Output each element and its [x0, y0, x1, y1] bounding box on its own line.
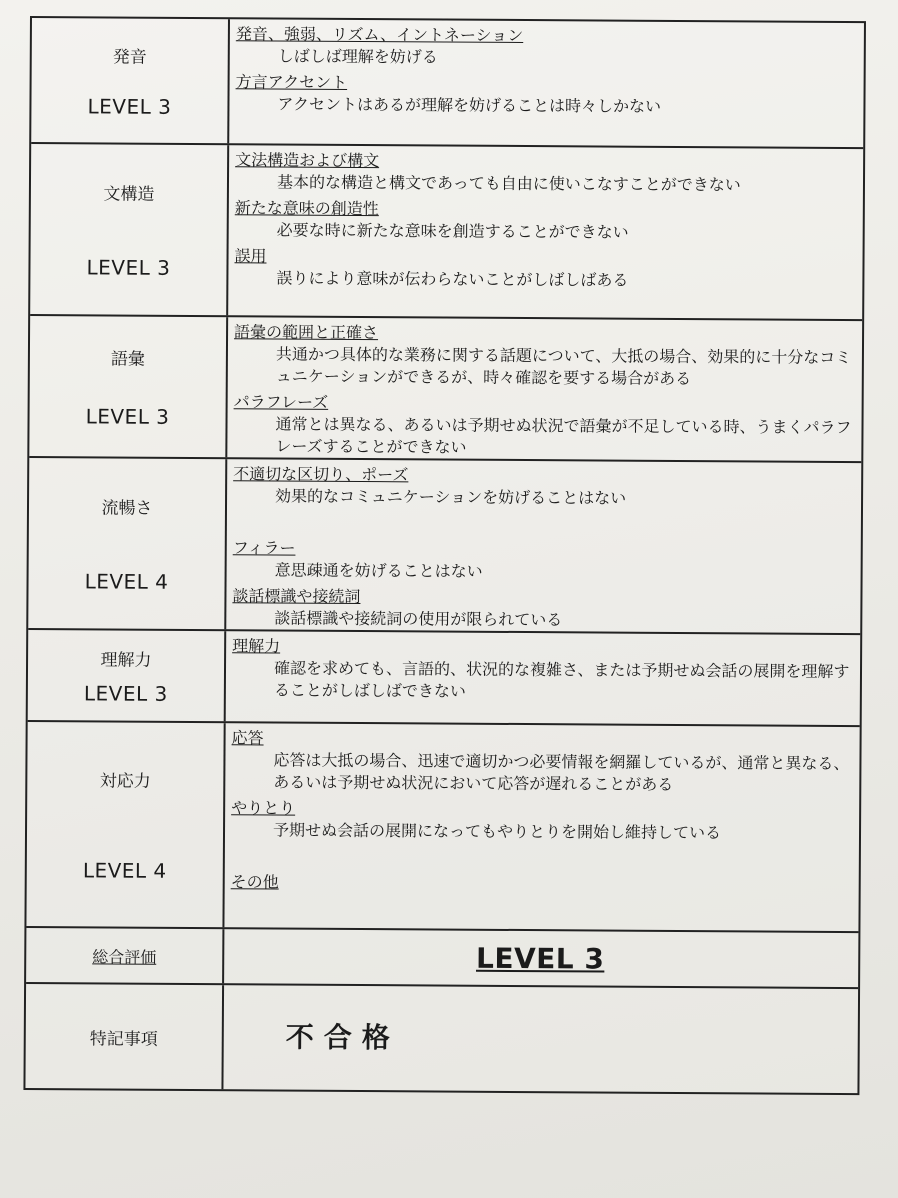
summary-left-cell	[26, 928, 224, 983]
criterion-heading: フィラー	[232, 538, 296, 558]
section-criteria	[226, 631, 861, 725]
criterion-heading: 発音、強弱、リズム、イントネーション	[235, 24, 524, 46]
criterion-description: 意思疎通を妨げることはない	[274, 560, 483, 581]
criterion-heading: その他	[230, 872, 279, 892]
section-comprehension	[28, 630, 861, 727]
overall-evaluation-value: LEVEL 3	[475, 941, 605, 976]
section-fluency	[28, 458, 861, 635]
overall-evaluation-row	[26, 928, 858, 989]
level-label: LEVEL 3	[83, 681, 168, 706]
special-notes-value: 不合格	[285, 1020, 400, 1055]
criterion-description: 確認を求めても、言語的、状況的な複雑さ、または予期せぬ会話の展開を理解することがしばしばできない	[273, 658, 850, 701]
section-left-cell	[31, 18, 230, 143]
section-criteria	[229, 19, 864, 147]
summary-right-cell	[224, 929, 858, 987]
criterion-description: 基本的な構造と構文であっても自由に使いこなすことができない	[276, 172, 741, 195]
overall-evaluation-label: 総合評価	[92, 946, 157, 967]
special-notes-row	[25, 984, 858, 1093]
notes-left-cell	[25, 984, 224, 1089]
category-label: 文構造	[103, 184, 155, 206]
section-left-cell	[28, 630, 227, 721]
level-label: LEVEL 3	[87, 94, 172, 120]
section-sentence-structure	[30, 144, 863, 321]
criterion-heading: 文法構造および構文	[235, 150, 380, 171]
criterion-description: 応答は大抵の場合、迅速で適切かつ必要情報を網羅しているが、通常と異なる、あるいは予期せぬ状況において応答が遅れることがある	[273, 750, 850, 794]
section-criteria	[228, 145, 863, 319]
section-left-cell	[30, 144, 229, 315]
criterion-description: 共通かつ具体的な業務に関する話題について、大抵の場合、効果的に十分なコミュニケーションができるが、時々確認を要する場合がある	[275, 344, 852, 389]
criterion-description: 誤りにより意味が伝わらないことがしばしばある	[276, 268, 629, 290]
section-criteria	[226, 459, 861, 633]
criterion-heading: 新たな意味の創造性	[234, 198, 379, 219]
section-left-cell	[26, 722, 225, 927]
category-label: 発音	[112, 47, 147, 68]
category-label: 流暢さ	[101, 498, 153, 520]
category-label: 対応力	[99, 771, 151, 792]
criterion-heading: 談話標識や接続詞	[232, 586, 361, 607]
criterion-description: 予期せぬ会話の展開になってもやりとりを開始し維持している	[272, 820, 722, 843]
section-criteria	[227, 317, 862, 461]
section-pronunciation	[31, 18, 864, 149]
criterion-description: 談話標識や接続詞の使用が限られている	[274, 608, 563, 630]
criterion-heading: 不適切な区切り、ポーズ	[233, 464, 409, 485]
section-left-cell	[29, 316, 228, 457]
section-criteria	[224, 723, 859, 931]
criterion-heading: 方言アクセント	[235, 72, 348, 92]
criterion-description: しばしば理解を妨げる	[277, 46, 438, 67]
level-label: LEVEL 4	[84, 569, 169, 594]
criterion-description: 通常とは異なる、あるいは予期せぬ状況で語彙が不足している時、うまくパラフレーズすることができない	[275, 414, 852, 457]
level-label: LEVEL 3	[86, 255, 171, 280]
category-label: 理解力	[100, 650, 152, 672]
special-notes-label: 特記事項	[89, 1028, 158, 1050]
notes-right-cell	[223, 985, 858, 1093]
criterion-heading: パラフレーズ	[233, 392, 329, 412]
section-left-cell	[28, 458, 227, 629]
criterion-description: 効果的なコミュニケーションを妨げることはない	[275, 486, 627, 508]
level-label: LEVEL 3	[85, 404, 170, 430]
criterion-heading: 応答	[231, 728, 264, 748]
section-responsiveness	[26, 722, 859, 933]
criterion-description: 必要な時に新たな意味を創造することができない	[276, 220, 629, 242]
section-vocabulary	[29, 316, 862, 463]
criterion-heading: 理解力	[232, 636, 281, 656]
evaluation-sheet	[23, 16, 866, 1095]
criterion-description: アクセントはあるが理解を妨げることは時々しかない	[277, 94, 662, 116]
criterion-heading: 誤用	[234, 246, 267, 266]
criterion-heading: 語彙の範囲と正確さ	[234, 322, 379, 343]
category-label: 語彙	[110, 349, 145, 370]
criterion-heading: やりとり	[231, 798, 296, 818]
level-label: LEVEL 4	[82, 858, 167, 884]
